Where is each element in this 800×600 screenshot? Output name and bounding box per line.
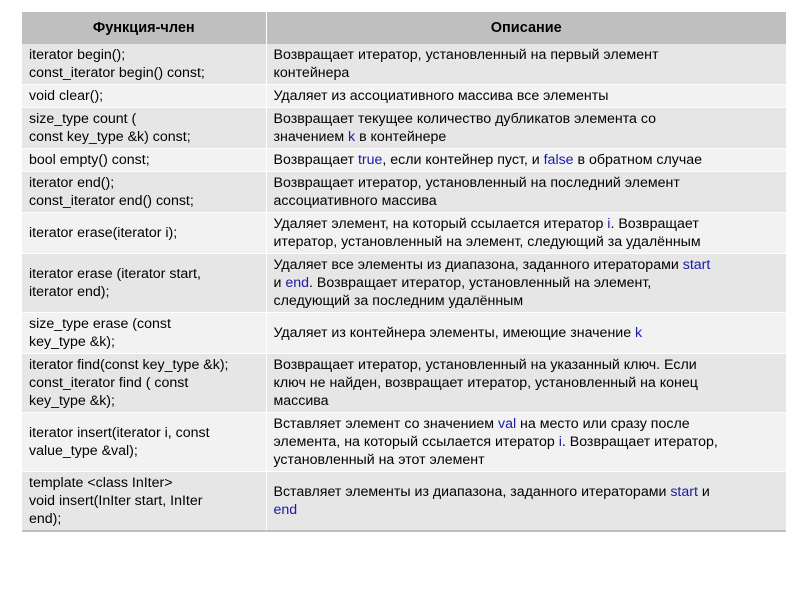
- table-body: [22, 44, 786, 531]
- description-text: установленный на этот элемент: [273, 452, 485, 468]
- description-line: [274, 174, 780, 192]
- function-signature-line: iterator begin();: [29, 47, 126, 63]
- description-text: . Возвращает итератор,: [561, 434, 718, 450]
- description-line: [274, 374, 780, 392]
- description-cell: [266, 413, 786, 472]
- table-row: [22, 472, 786, 532]
- function-signature-line: key_type &k);: [29, 334, 115, 350]
- function-cell: [22, 354, 266, 413]
- header-row: [22, 12, 786, 44]
- description-text: Удаляет из ассоциативного массива все элементы: [273, 88, 609, 104]
- description-cell: [266, 149, 786, 172]
- function-cell: [22, 413, 266, 472]
- description-text: . Возвращает: [610, 216, 699, 232]
- description-text: и: [273, 275, 286, 291]
- description-cell: [266, 172, 786, 213]
- table-row: [22, 213, 786, 254]
- table-row: [22, 172, 786, 213]
- description-line: [274, 256, 780, 274]
- code-keyword: i: [558, 434, 562, 450]
- function-signature-line: key_type &k);: [29, 393, 115, 409]
- description-text: Вставляет элементы из диапазона, заданного итераторами: [273, 484, 671, 500]
- description-text: ключ не найден, возвращает итератор, установленный на конец: [273, 375, 698, 391]
- table-row: [22, 44, 786, 85]
- code-keyword: i: [607, 216, 611, 232]
- code-keyword: end: [285, 275, 310, 291]
- function-signature-line: value_type &val);: [29, 443, 138, 459]
- table-row: [22, 354, 786, 413]
- function-cell: [22, 254, 266, 313]
- function-cell: [22, 172, 266, 213]
- description-cell: [266, 313, 786, 354]
- code-keyword: start: [682, 257, 711, 273]
- function-signature-line: template <class InIter>: [29, 475, 173, 491]
- description-line: [274, 87, 780, 105]
- table-row: [22, 254, 786, 313]
- code-keyword: k: [348, 129, 356, 145]
- description-cell: [266, 472, 786, 532]
- description-line: [274, 192, 780, 210]
- member-functions-table-container: [22, 12, 786, 532]
- member-functions-table: [22, 12, 786, 532]
- description-text: значением: [273, 129, 349, 145]
- description-line: [274, 64, 780, 82]
- description-text: Возвращает итератор, установленный на первый элемент: [273, 47, 659, 63]
- description-line: [274, 233, 780, 251]
- function-signature-line: end);: [29, 511, 62, 527]
- description-text: итератор, установленный на элемент, следующий за удалённым: [273, 234, 701, 250]
- description-line: [274, 128, 780, 146]
- function-cell: [22, 108, 266, 149]
- function-signature-line: size_type count (: [29, 111, 137, 127]
- description-text: Возвращает итератор, установленный на указанный ключ. Если: [273, 357, 697, 373]
- description-text: Вставляет элемент со значением: [273, 416, 498, 432]
- function-signature-line: const_iterator end() const;: [29, 193, 194, 209]
- description-line: [274, 501, 780, 519]
- description-line: [274, 274, 780, 292]
- description-text: Удаляет все элементы из диапазона, заданного итераторами: [273, 257, 683, 273]
- description-line: [274, 415, 780, 433]
- description-text: Удаляет из контейнера элементы, имеющие значение: [273, 325, 636, 341]
- function-cell: [22, 44, 266, 85]
- description-text: , если контейнер пуст, и: [382, 152, 544, 168]
- function-cell: [22, 85, 266, 108]
- description-cell: [266, 254, 786, 313]
- description-line: [274, 392, 780, 410]
- description-text: Возвращает итератор, установленный на последний элемент: [273, 175, 680, 191]
- description-line: [274, 324, 780, 342]
- description-text: Удаляет элемент, на который ссылается итератор: [273, 216, 608, 232]
- code-keyword: k: [635, 325, 643, 341]
- description-cell: [266, 44, 786, 85]
- function-signature-line: void insert(InIter start, InIter: [29, 493, 203, 509]
- function-cell: [22, 313, 266, 354]
- code-keyword: start: [670, 484, 698, 500]
- function-signature-line: iterator erase(iterator i);: [29, 225, 178, 241]
- description-line: [274, 46, 780, 64]
- description-text: . Возвращает итератор, установленный на элемент,: [309, 275, 652, 291]
- code-keyword: false: [543, 152, 574, 168]
- description-line: [274, 433, 780, 451]
- table-row: [22, 108, 786, 149]
- column-header-function: Функция-член: [22, 12, 266, 44]
- description-text: элемента, на который ссылается итератор: [273, 434, 559, 450]
- code-keyword: end: [273, 502, 298, 518]
- function-signature-line: iterator find(const key_type &k);: [29, 357, 229, 373]
- table-row: [22, 413, 786, 472]
- description-cell: [266, 85, 786, 108]
- description-line: [274, 215, 780, 233]
- description-cell: [266, 354, 786, 413]
- description-text: массива: [273, 393, 329, 409]
- function-signature-line: size_type erase (const: [29, 316, 171, 332]
- table-header: [22, 12, 786, 44]
- function-signature-line: bool empty() const;: [29, 152, 150, 168]
- description-text: и: [697, 484, 710, 500]
- description-text: ассоциативного массива: [273, 193, 437, 209]
- description-line: [274, 356, 780, 374]
- description-text: в контейнере: [355, 129, 447, 145]
- function-signature-line: iterator erase (iterator start,: [29, 266, 201, 282]
- description-line: [274, 110, 780, 128]
- function-signature-line: const_iterator begin() const;: [29, 65, 205, 81]
- function-signature-line: void clear();: [29, 88, 104, 104]
- table-row: [22, 313, 786, 354]
- function-signature-line: const key_type &k) const;: [29, 129, 191, 145]
- table-row: [22, 85, 786, 108]
- function-cell: [22, 149, 266, 172]
- function-signature-line: iterator insert(iterator i, const: [29, 425, 210, 441]
- description-cell: [266, 213, 786, 254]
- code-keyword: true: [357, 152, 383, 168]
- function-cell: [22, 472, 266, 532]
- description-text: следующий за последним удалённым: [273, 293, 524, 309]
- description-line: [274, 292, 780, 310]
- function-signature-line: iterator end();: [29, 175, 115, 191]
- description-line: [274, 483, 780, 501]
- description-cell: [266, 108, 786, 149]
- function-signature-line: iterator end);: [29, 284, 110, 300]
- function-signature-line: const_iterator find ( const: [29, 375, 189, 391]
- description-text: Возвращает текущее количество дубликатов элемента со: [273, 111, 657, 127]
- description-line: [274, 151, 780, 169]
- function-cell: [22, 213, 266, 254]
- column-header-description: Описание: [266, 12, 786, 44]
- code-keyword: val: [497, 416, 517, 432]
- description-text: в обратном случае: [573, 152, 703, 168]
- description-text: на место или сразу после: [516, 416, 690, 432]
- description-text: контейнера: [273, 65, 350, 81]
- description-line: [274, 451, 780, 469]
- description-text: Возвращает: [273, 152, 358, 168]
- table-row: [22, 149, 786, 172]
